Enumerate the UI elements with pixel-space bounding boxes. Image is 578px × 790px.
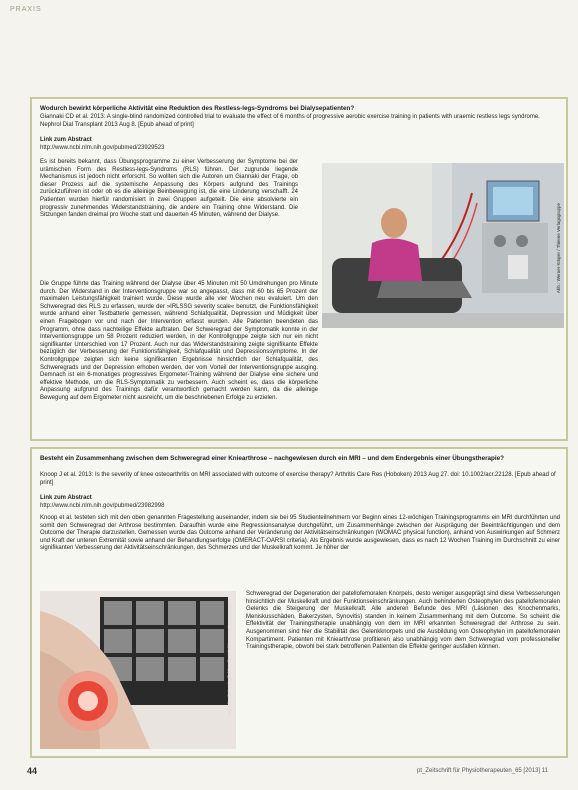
knee-mri-illustration	[40, 591, 236, 749]
section-label: PRAXIS	[10, 6, 42, 13]
article-body-intro: Es ist bereits bekannt, dass Übungsprogramme zu einer Verbesserung der Symptome bei der urämischen Form des Restless-legs-Syndroms (RLS) führen. Der zugrunde liegende Mechanismus ist jedoch nicht erforscht. So wollten sich die Autoren um Giannaki der Frage, ob dieser Prozess auf die systemische Anpassung des Körpers aufgrund des Trainings zurückzuführen ist oder ob es die alleinige Beinbewegung ist, die eine Linderung verschafft. 24 Patienten wurden hierfür randomisiert in zwei Gruppen aufgeteilt. Die eine absolvierte ein progressiv zunehmendes Widerstandstraining, die andere ein Training ohne Widerstand. Die Sitzungen fanden dreimal pro Woche statt und dauerten 45 Minuten, während der Dialyse.	[40, 159, 298, 219]
page-number: 44	[27, 766, 38, 776]
knee-mri-photo	[40, 591, 236, 749]
article-box-knee-arthrosis	[30, 447, 568, 758]
article-box-restless-legs	[30, 97, 568, 441]
article-body-method	[40, 281, 318, 401]
abstract-link[interactable]: http://www.ncbi.nlm.nih.gov/pubmed/23982998	[40, 503, 165, 509]
photo-credit: Abb.: fotolia/Springfield Gallery / Thieme Verlagsgruppe	[227, 605, 232, 716]
abstract-link-label: Link zum Abstract	[40, 137, 92, 143]
journal-footer: pt_Zeitschrift für Physiotherapeuten_65 [2013] 11	[417, 768, 548, 774]
article-body-method-text: Die Gruppe führte das Training während der Dialyse über 45 Minuten mit 50 Umdrehungen pro Minute durch. Der Widerstand in der Interventionsgruppe war so angepasst, dass mit 60 bis 65 Prozent der maximalen Leistungsfähigkeit trainiert wurde. Diese wurde alle vier Wochen neu evaluiert. Um den Schweregrad des RLS zu erfassen, wurde der »IRLSSG severity scale« benutzt, die Funktionsfähigkeit wurde anhand einer Testbatterie gemessen, während Schlafqualität, Depression und Müdigkeit über einen Fragebogen vor und nach der Intervention erfasst wurden. Alle Patienten beendeten das Programm, ohne dass nachteilige Effekte auftraten. Der Schweregrad der Symptomatik konnte in der Interventionsgruppe um 58 Prozent reduziert werden, in der Kontrollgruppe zeigte sich nur ein nicht signifikanter Unterschied von 17 Prozent. Auch nur das Widerstandstraining zeigte signifikante Effekte bezüglich der Verbesserung der Funktionsfähigkeit, Schlafqualität und Depressionssymptome. In der Kontrollgruppe zeigten sich keine signifikanten Ergebnisse hinsichtlich der Schlafqualität, des Schweregrads und der Depression erhoben werden, der vom Vorteil der Interventionsgruppe ausging. Demnach ist ein 6-monatiges progressives Ergometer-Training während der Dialyse eine sichere und effektive Methode, um die RLS-Symptomatik zu verbessern. Auch scheint es, dass die körperliche Anpassung aufgrund des Trainings dafür verantwortlich gemacht werden kann, da die alleinige Bewegung auf dem Ergometer nicht ausreicht, um die beschriebenen Erfolge zu erzielen.	[40, 281, 318, 401]
photo-credit: Abb.: Werner Krüper / Thieme Verlagsgruppe	[556, 203, 561, 294]
article-body-results: Schweregrad der Degeneration der patellofemoralen Knorpels, desto weniger ausgeprägt sind diese Verbesserungen hinsichtlich der Muskelkraft und der Funktionseinschränkungen. Auch behinderten Osteophyten des patellofemoralen Gelenks die Steigerung der Muskelkraft. Alle anderen Befunde des MRI (Läsionen des Knochenmarks, Meniskusschäden, Bakerzysten, Synovitis) standen in keinem Zusammenhang mit dem Outcome. So scheint die Effektivität der Trainingstherapie unabhängig von dem im MRI erkannten Schweregrad der Arthrose zu sein. Ausgenommen sind hier die Stabilität des Gelenkknorpels und die Ausbildung von Osteophyten im patellofemoralen Kompartiment. Patienten mit Kniearthrose profitieren also unabhängig vom dem Schweregrad vom professioneller Trainingstherapie, obwohl bei stark betroffenen Patienten die Effekte geringer ausfallen können.	[246, 591, 560, 651]
dialysis-patient-photo	[322, 163, 564, 328]
article-title: Wodurch bewirkt körperliche Aktivität eine Reduktion des Restless-legs-Syndroms bei Dialysepatienten?	[40, 105, 355, 112]
article-citation: Knoop J et al. 2013: Is the severity of knee osteoarthritis on MRI associated with outcome of exercise therapy? Arthritis Care Res (Hoboken) 2013 Aug 27. doi: 10.1002/acr.22128. [Epub ahead of print]	[40, 472, 556, 486]
article-body-intro: Knoop et al. testeten sich mit den oben genannten Fragestellung auseinander, indem sie bei 95 Studienteilnehmern vor Beginn eines 12-wöchigen Trainingsprogramms ein MRI durchführten und somit den Schweregrad der Arthrose bestimmten. Daraufhin wurde eine Regressionsanalyse durchgeführt, um Zusammenhänge zwischen der Ausprägung der Beeinträchtigungen und dem Outcome der Therapie darzustellen. Gemessen wurde das Outcome anhand der Veränderung der Aktivitätseinschränkungen (WOMAC physical function), anhand von Auswirkungen auf Schmerz und Kraft der unteren Extremität sowie anhand der Behandlungserfolge (OMERACT-OARSI criteria). Als Ergebnis wurde ausgewiesen, dass es nach 12 Wochen Training im Durchschnitt zu einer signifikanten Verbesserung der Aktivitätseinschränkungen, des Schmerzes und der Muskelkraft kommt. Je höher der	[40, 515, 560, 552]
abstract-link[interactable]: http://www.ncbi.nlm.nih.gov/pubmed/23929523	[40, 145, 165, 151]
article-citation: Giannaki CD et al. 2013: A single-blind randomized controlled trial to evaluate the effect of 6 months of progressive aerobic exercise training in patients with uraemic restless legs syndrome. Nephrol Dial Transplant 2013 Aug 8. [Epub ahead of print]	[40, 114, 540, 128]
abstract-link-label: Link zum Abstract	[40, 495, 92, 501]
article-title: Besteht ein Zusammenhang zwischen dem Schweregrad einer Kniearthrose – nachgewiesen durch ein MRI – und dem Endergebnis einer Übungstherapie?	[40, 455, 504, 462]
dialysis-photo-illustration	[322, 163, 564, 328]
